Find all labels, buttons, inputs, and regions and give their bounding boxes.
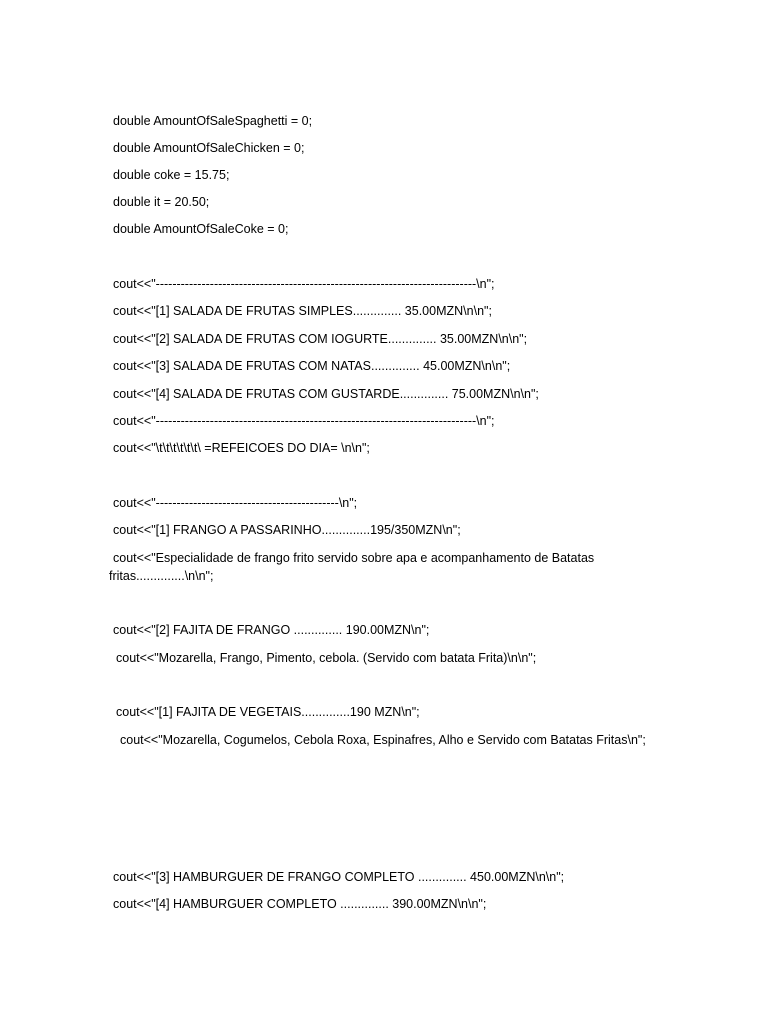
code-line: cout<<"[1] SALADA DE FRUTAS SIMPLES.............. 35.00MZN\n\n";	[113, 304, 492, 318]
code-line: cout<<"-----------------------------------------------------------------------------\n";	[113, 277, 495, 291]
code-line: double it = 20.50;	[113, 195, 210, 209]
code-line: cout<<"[3] HAMBURGUER DE FRANGO COMPLETO .............. 450.00MZN\n\n";	[113, 870, 565, 884]
code-line: double AmountOfSaleCoke = 0;	[113, 222, 289, 236]
code-line: double AmountOfSaleSpaghetti = 0;	[113, 114, 313, 128]
code-line: cout<<"[1] FAJITA DE VEGETAIS..............190 MZN\n";	[116, 705, 420, 719]
code-line: cout<<"--------------------------------------------\n";	[113, 496, 358, 510]
code-line: cout<<"[4] SALADA DE FRUTAS COM GUSTARDE.............. 75.00MZN\n\n";	[113, 387, 539, 401]
code-line: cout<<"Mozarella, Frango, Pimento, cebola. (Servido com batata Frita)\n\n";	[116, 651, 537, 665]
code-line: cout<<"[4] HAMBURGUER COMPLETO .............. 390.00MZN\n\n";	[113, 897, 487, 911]
code-line: cout<<"[3] SALADA DE FRUTAS COM NATAS.............. 45.00MZN\n\n";	[113, 359, 511, 373]
code-line: double AmountOfSaleChicken = 0;	[113, 141, 305, 155]
code-line: cout<<"[1] FRANGO A PASSARINHO..............195/350MZN\n";	[113, 523, 461, 537]
code-line: cout<<"Especialidade de frango frito servido sobre apa e acompanhamento de Batatas	[113, 551, 595, 565]
code-line: double coke = 15.75;	[113, 168, 230, 182]
code-line: cout<<"-----------------------------------------------------------------------------\n";	[113, 414, 495, 428]
code-line-continuation: fritas..............\n\n";	[109, 569, 214, 583]
code-line: cout<<"\t\t\t\t\t\t\ =REFEICOES DO DIA= \n\n";	[113, 441, 370, 455]
code-line: cout<<"Mozarella, Cogumelos, Cebola Roxa, Espinafres, Alho e Servido com Batatas Fritas\n";	[120, 733, 646, 747]
code-line: cout<<"[2] SALADA DE FRUTAS COM IOGURTE.............. 35.00MZN\n\n";	[113, 332, 528, 346]
code-line: cout<<"[2] FAJITA DE FRANGO .............. 190.00MZN\n";	[113, 623, 430, 637]
